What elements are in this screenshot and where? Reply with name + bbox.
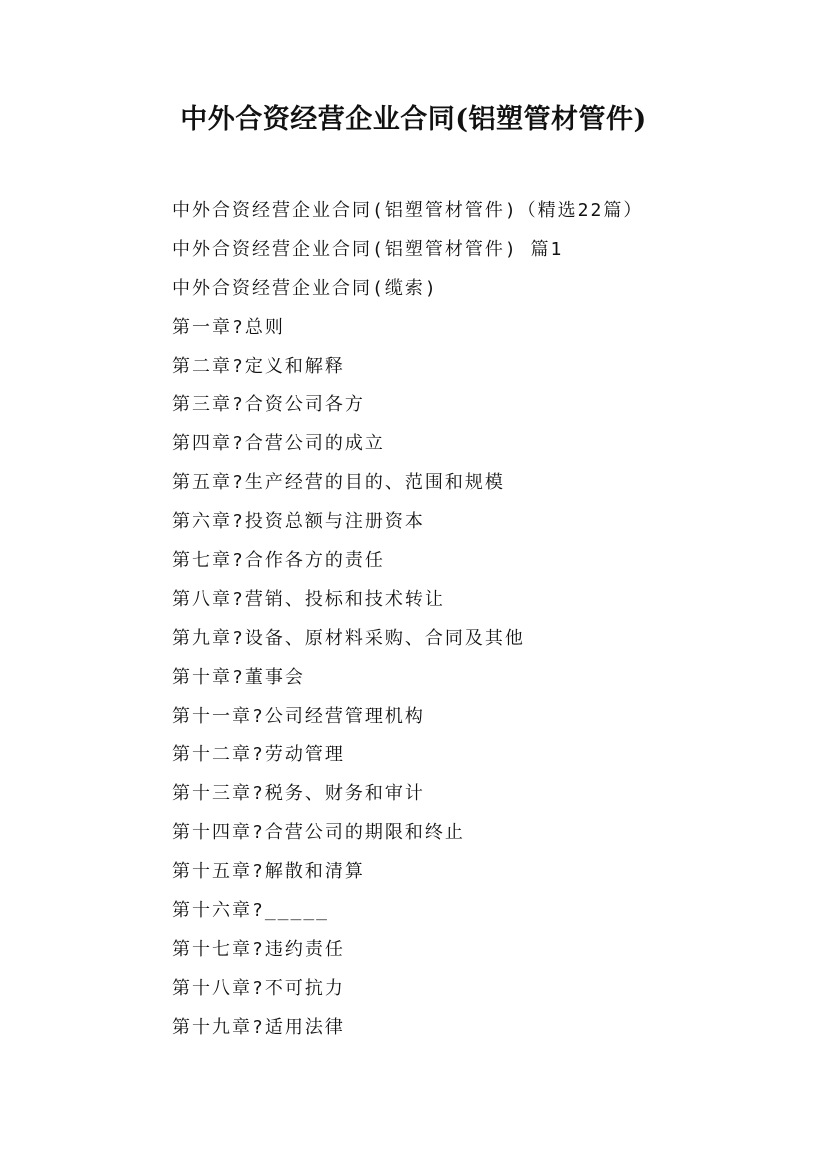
contract-title-line: 中外合资经营企业合同(铝塑管材管件)（精选22篇） xyxy=(172,200,644,221)
chapter-line-5: 第五章?生产经营的目的、范围和规模 xyxy=(172,472,505,494)
chapter-line-16: 第十六章?_____ xyxy=(172,900,330,922)
chapter-line-19: 第十九章?适用法律 xyxy=(172,1016,345,1038)
chapter-line-2: 第二章?定义和解释 xyxy=(172,355,345,377)
table-of-contents xyxy=(172,192,792,1048)
chapter-line-12: 第十二章?劳动管理 xyxy=(172,744,345,766)
chapter-line-4: 第四章?合营公司的成立 xyxy=(172,433,385,455)
chapter-line-10: 第十章?董事会 xyxy=(172,666,305,688)
chapter-line-6: 第六章?投资总额与注册资本 xyxy=(172,511,425,533)
chapter-line-7: 第七章?合作各方的责任 xyxy=(172,550,385,572)
chapter-line-17: 第十七章?违约责任 xyxy=(172,938,345,960)
chapter-line-18: 第十八章?不可抗力 xyxy=(172,977,345,999)
chapter-line-15: 第十五章?解散和清算 xyxy=(172,861,365,883)
chapter-line-3: 第三章?合资公司各方 xyxy=(172,394,365,416)
chapter-line-11: 第十一章?公司经营管理机构 xyxy=(172,705,425,727)
chapter-line-13: 第十三章?税务、财务和审计 xyxy=(172,783,425,805)
document-title: 中外合资经营企业合同(铝塑管材管件) xyxy=(180,104,647,135)
chapter-line-9: 第九章?设备、原材料采购、合同及其他 xyxy=(172,627,525,649)
chapter-line-8: 第八章?营销、投标和技术转让 xyxy=(172,588,445,610)
chapter-line-1: 第一章?总则 xyxy=(172,316,285,338)
section-heading-line: 中外合资经营企业合同(铝塑管材管件) 篇1 xyxy=(172,238,564,260)
chapter-line-14: 第十四章?合营公司的期限和终止 xyxy=(172,822,465,844)
sub-contract-title-line: 中外合资经营企业合同(缆索) xyxy=(172,277,438,299)
